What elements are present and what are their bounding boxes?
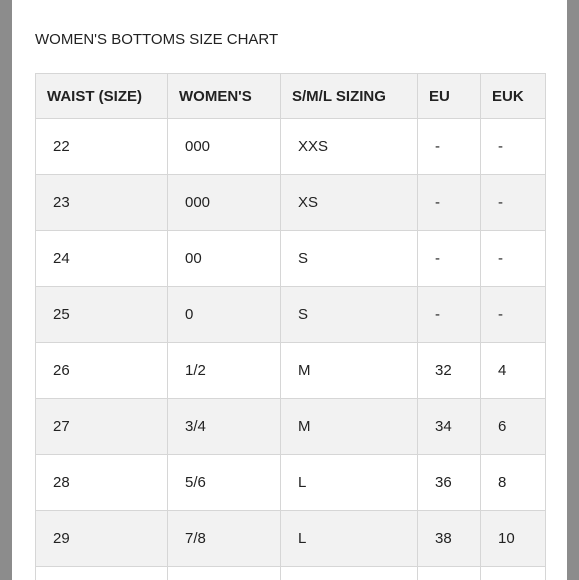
- table-row: [36, 231, 546, 287]
- table-cell: 28: [36, 455, 168, 511]
- table-cell: 6: [481, 399, 546, 455]
- table-row: [36, 511, 546, 567]
- table-cell: -: [481, 231, 546, 287]
- table-header-row: [36, 74, 546, 119]
- table-cell: 36: [418, 455, 481, 511]
- table-cell: 10: [481, 511, 546, 567]
- table-cell: 8: [481, 455, 546, 511]
- size-chart-modal: [12, 0, 567, 580]
- table-cell: 26: [36, 343, 168, 399]
- table-cell: 34: [418, 399, 481, 455]
- table-row: [36, 287, 546, 343]
- table-cell: 4: [481, 343, 546, 399]
- table-row: [36, 567, 546, 580]
- table-cell: -: [418, 287, 481, 343]
- table-cell: M: [281, 399, 418, 455]
- table-cell: 000: [168, 175, 281, 231]
- table-cell: 22: [36, 119, 168, 175]
- column-header-eu: EU: [418, 74, 481, 119]
- table-cell: 00: [168, 231, 281, 287]
- table-cell: 5/6: [168, 455, 281, 511]
- table-cell: 23: [36, 175, 168, 231]
- table-cell: 25: [36, 287, 168, 343]
- table-row: [36, 175, 546, 231]
- column-header-sml-sizing: S/M/L SIZING: [281, 74, 418, 119]
- table-cell: L: [281, 511, 418, 567]
- size-chart-title: WOMEN'S BOTTOMS SIZE CHART: [35, 31, 279, 48]
- table-cell: S: [281, 231, 418, 287]
- table-cell: M: [281, 343, 418, 399]
- table-cell: [481, 567, 546, 580]
- table-cell: S: [281, 287, 418, 343]
- table-row: [36, 455, 546, 511]
- table-cell: 000: [168, 119, 281, 175]
- table-cell: 38: [418, 511, 481, 567]
- column-header-euk: EUK: [481, 74, 546, 119]
- column-header-waist: WAIST (SIZE): [36, 74, 168, 119]
- table-cell: -: [418, 231, 481, 287]
- table-cell: XS: [281, 175, 418, 231]
- table-cell: [168, 567, 281, 580]
- table-cell: L: [281, 455, 418, 511]
- table-cell: [418, 567, 481, 580]
- size-chart-table: [35, 73, 546, 580]
- table-cell: 0: [168, 287, 281, 343]
- table-cell: [281, 567, 418, 580]
- table-cell: 32: [418, 343, 481, 399]
- table-cell: 1/2: [168, 343, 281, 399]
- table-row: [36, 119, 546, 175]
- table-cell: XXS: [281, 119, 418, 175]
- table-cell: 29: [36, 511, 168, 567]
- table-cell: [36, 567, 168, 580]
- table-cell: -: [481, 175, 546, 231]
- table-cell: 7/8: [168, 511, 281, 567]
- table-row: [36, 343, 546, 399]
- table-cell: 24: [36, 231, 168, 287]
- table-cell: -: [481, 287, 546, 343]
- table-cell: -: [481, 119, 546, 175]
- table-cell: 3/4: [168, 399, 281, 455]
- column-header-womens: WOMEN'S: [168, 74, 281, 119]
- table-cell: -: [418, 119, 481, 175]
- table-row: [36, 399, 546, 455]
- table-cell: -: [418, 175, 481, 231]
- table-cell: 27: [36, 399, 168, 455]
